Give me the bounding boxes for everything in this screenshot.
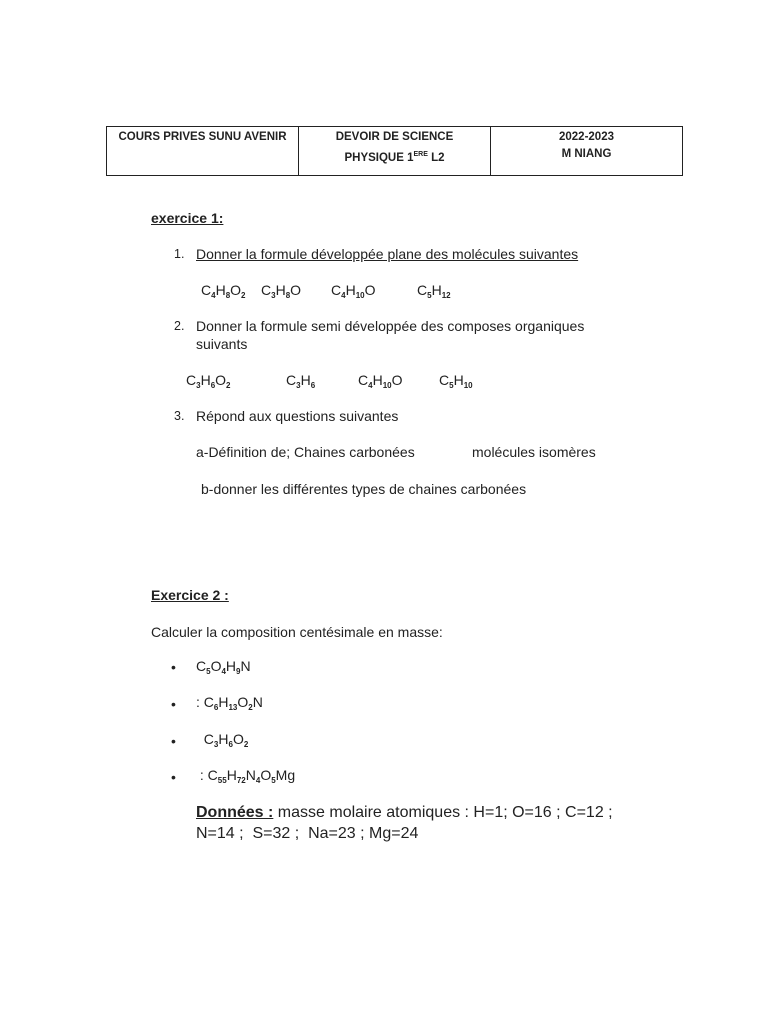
question-2-text-line-1: Donner la formule semi développée des composes organiques [196,318,585,334]
formula-subscript: 6 [228,740,233,749]
q2-formula-4 [439,372,473,390]
data-label: Données : [196,804,274,821]
formula-symbol: C [203,731,214,747]
subject-line-1: DEVOIR DE SCIENCE [335,131,454,143]
subject-superscript: ERE [413,151,428,158]
formula-symbol: O [260,767,272,783]
ex2-item-4 [196,767,295,785]
formula-symbol: C [439,372,450,388]
formula-symbol: N [252,694,263,710]
formula-subscript: 4 [341,291,346,300]
formula-symbol: C [358,372,369,388]
formula-symbol: H [218,694,229,710]
bullet-1: • [171,659,176,675]
q2-formula-1 [186,372,231,390]
question-1-text: Donner la formule développée plane des molécules suivantes [196,246,579,262]
subject-line-2 [303,146,486,167]
formula-subscript: 13 [228,703,238,712]
bullet-3: • [171,733,176,749]
ex2-item-3 [196,731,248,749]
formula-subscript: 4 [211,291,216,300]
formula-subscript: 4 [255,776,261,785]
data-line-1 [196,802,613,823]
formula-symbol: O [364,282,376,298]
formula-symbol: H [453,372,464,388]
formula-symbol: C [261,282,272,298]
question-2-text-line-2: suivants [196,336,248,352]
formula-subscript: 5 [271,776,276,785]
formula-symbol: H [345,282,356,298]
question-3-number: 3. [174,409,185,423]
formula-subscript: 3 [196,381,201,390]
item-prefix [196,731,204,747]
item-prefix: : [196,694,204,710]
question-3-text: Répond aux questions suivantes [196,408,399,424]
exercise-1-title: exercice 1: [151,210,224,226]
q2-formula-3 [358,372,403,390]
formula-symbol: H [431,282,442,298]
formula-symbol: C [196,658,207,674]
q2-formula-2 [286,372,315,390]
q1-formula-2 [261,282,301,300]
formula-symbol: H [372,372,383,388]
formula-symbol: H [226,767,237,783]
formula-symbol: C [207,767,218,783]
formula-subscript: 55 [217,776,227,785]
formula-subscript: 2 [248,703,253,712]
q1-formula-4 [417,282,451,300]
header-year-teacher [491,127,683,176]
formula-subscript: 12 [441,291,451,300]
formula-subscript: 6 [310,381,316,390]
formula-subscript: 8 [225,291,231,300]
question-3b: b-donner les différentes types de chaines carbonées [201,481,527,497]
ex2-item-1 [196,658,251,676]
header-table [106,126,683,176]
data-line-1-text: masse molaire atomiques : H=1; O=16 ; C=12 ; [273,804,613,821]
formula-symbol: H [300,372,311,388]
formula-symbol: O [237,694,249,710]
formula-subscript: 10 [463,381,473,390]
formula-subscript: 3 [213,740,219,749]
formula-subscript: 2 [243,740,249,749]
formula-symbol: O [391,372,403,388]
formula-subscript: 6 [210,381,216,390]
bullet-4: • [171,769,176,785]
formula-subscript: 72 [236,776,246,785]
data-line-2: N=14 ; S=32 ; Na=23 ; Mg=24 [196,825,419,842]
formula-subscript: 6 [213,703,219,712]
formula-subscript: 5 [449,381,454,390]
formula-symbol: C [186,372,197,388]
q1-formula-1 [201,282,246,300]
subject-line-2-post: L2 [427,152,445,164]
formula-subscript: 9 [236,667,241,676]
formula-subscript: 3 [296,381,301,390]
formula-symbol: O [230,282,242,298]
formula-symbol: H [215,282,226,298]
formula-subscript: 2 [226,381,231,390]
school-name: COURS PRIVES SUNU AVENIR [118,131,287,143]
formula-symbol: H [218,731,229,747]
bullet-2: • [171,696,176,712]
header-school [107,127,299,176]
formula-subscript: 5 [206,667,211,676]
formula-symbol: O [290,282,302,298]
formula-symbol: Mg [275,767,296,783]
formula-symbol: N [245,767,256,783]
formula-subscript: 2 [241,291,246,300]
formula-subscript: 4 [368,381,373,390]
formula-subscript: 10 [382,381,392,390]
formula-symbol: O [232,731,244,747]
formula-symbol: H [225,658,237,674]
question-3a-right: molécules isomères [472,444,596,460]
formula-symbol: O [215,372,227,388]
q1-formula-3 [331,282,376,300]
question-2-number: 2. [174,319,185,333]
formula-subscript: 5 [427,291,432,300]
formula-symbol: H [200,372,211,388]
school-year: 2022-2023 [559,131,614,143]
formula-subscript: 3 [271,291,276,300]
formula-symbol: N [240,658,251,674]
exercise-2-title: Exercice 2 : [151,587,229,603]
formula-symbol: C [201,282,212,298]
header-subject [299,127,491,176]
item-prefix: : [196,767,208,783]
exercise-2-intro: Calculer la composition centésimale en masse: [151,624,443,640]
formula-symbol: C [417,282,428,298]
formula-subscript: 8 [285,291,291,300]
question-1-number: 1. [174,247,185,261]
question-3a-left: a-Définition de; Chaines carbonées [196,444,415,460]
formula-symbol: C [286,372,297,388]
formula-symbol: C [203,694,214,710]
formula-subscript: 4 [221,667,226,676]
subject-line-2-pre: PHYSIQUE 1 [344,152,414,164]
formula-subscript: 10 [355,291,365,300]
formula-symbol: O [210,658,222,674]
ex2-item-2 [196,694,263,712]
formula-symbol: C [331,282,342,298]
formula-symbol: H [275,282,286,298]
teacher-name: M NIANG [561,148,612,160]
